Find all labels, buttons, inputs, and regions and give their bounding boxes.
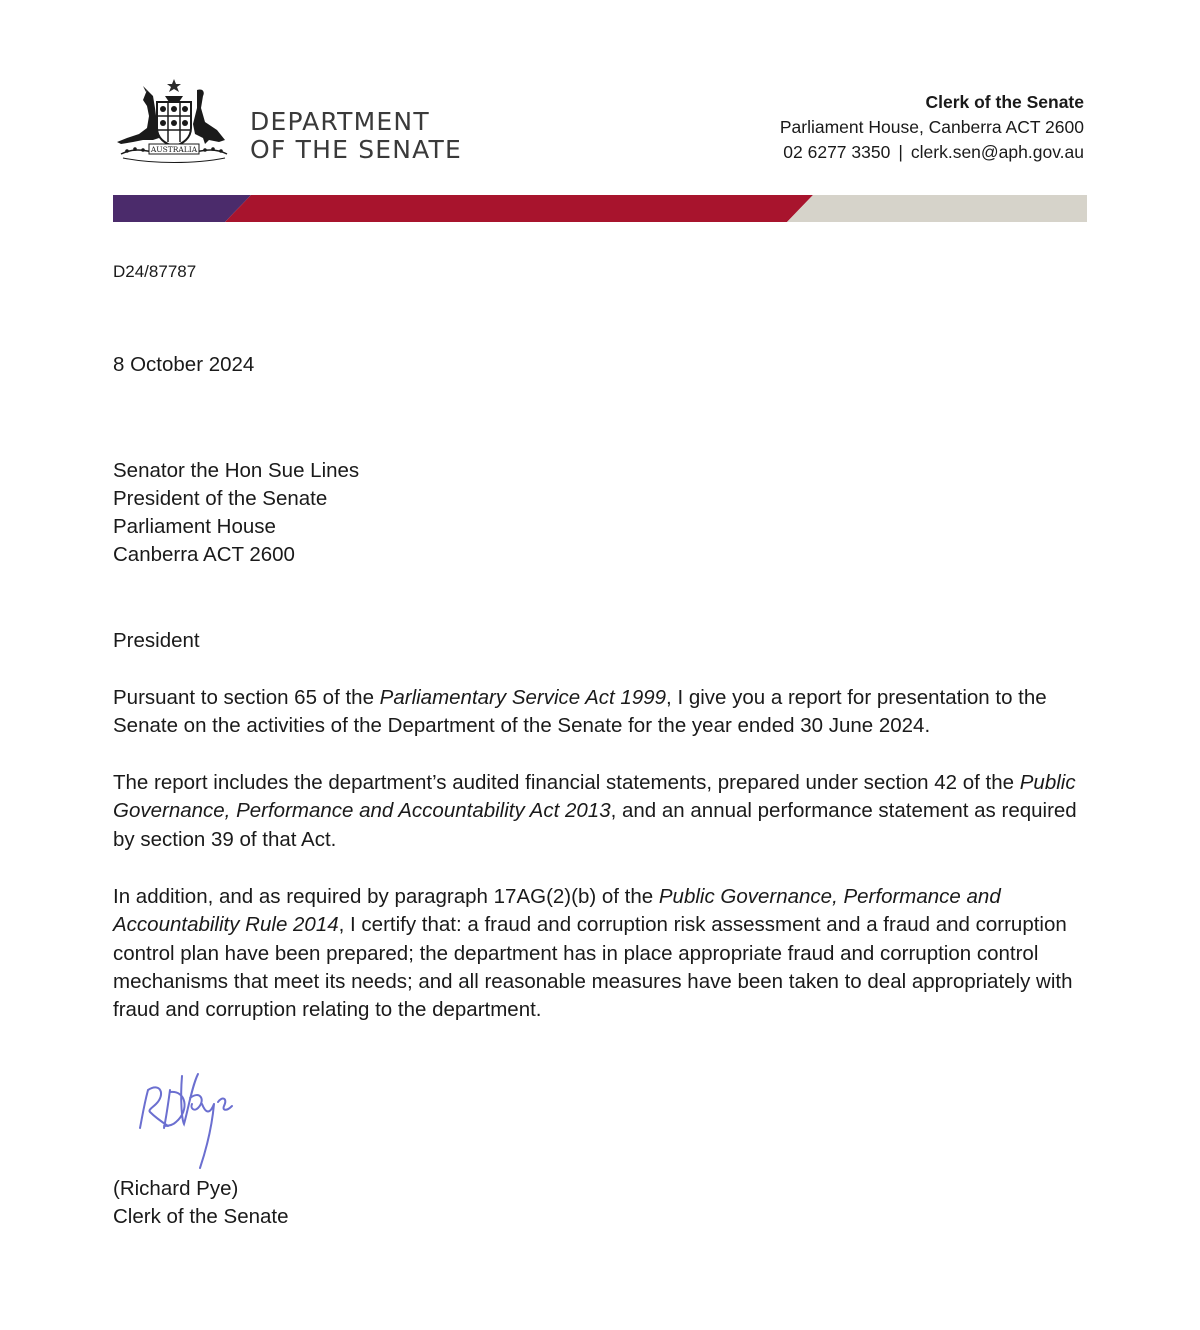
sender-title: Clerk of the Senate bbox=[925, 92, 1084, 112]
document-reference: D24/87787 bbox=[113, 262, 197, 281]
crest-scroll-text: AUSTRALIA bbox=[150, 145, 198, 154]
rule-title: Public Governance, Performance and Accountability Rule 2014 bbox=[113, 885, 1001, 937]
contact-separator: | bbox=[898, 142, 903, 162]
recipient-line-3: Parliament House bbox=[113, 515, 276, 538]
sender-phone: 02 6277 3350 bbox=[783, 142, 891, 162]
department-name-line2: OF THE SENATE bbox=[250, 135, 463, 164]
handwritten-signature bbox=[130, 1060, 240, 1172]
department-name-line1: DEPARTMENT bbox=[250, 107, 430, 136]
act-title: Parliamentary Service Act 1999 bbox=[379, 686, 667, 709]
sender-email: clerk.sen@aph.gov.au bbox=[910, 142, 1084, 162]
signatory-title: Clerk of the Senate bbox=[113, 1205, 289, 1228]
act-title: Public Governance, Performance and Accountability Act 2013 bbox=[113, 771, 1076, 823]
signatory-name: (Richard Pye) bbox=[113, 1177, 239, 1200]
paragraph-3: In addition, and as required by paragraph 17AG(2)(b) of the Public Governance, Performance and Accountability Rule 2014, I certify that: a fraud and corruption risk assessment and a fraud and corruption control plan have been prepared; the department has in place appropriate fraud and corruption control mechanisms that meet its needs; and all reasonable measures have been taken to deal appropriately with fraud and corruption relating to the department. bbox=[113, 885, 1073, 1022]
letter-date: 8 October 2024 bbox=[113, 353, 255, 376]
letterhead-colour-band bbox=[113, 195, 1087, 222]
sender-contact bbox=[783, 142, 1084, 163]
recipient-line-2: President of the Senate bbox=[113, 487, 328, 510]
band-grey bbox=[787, 195, 1087, 222]
salutation: President bbox=[113, 629, 200, 652]
band-red bbox=[225, 195, 813, 222]
coat-of-arms-logo bbox=[113, 78, 235, 168]
recipient-line-4: Canberra ACT 2600 bbox=[113, 543, 295, 566]
sender-address: Parliament House, Canberra ACT 2600 bbox=[779, 117, 1084, 137]
paragraph-2: The report includes the department’s audited financial statements, prepared under section 42 of the Public Governance, Performance and Accountability Act 2013, and an annual performance statement as required by section 39 of that Act. bbox=[113, 771, 1077, 851]
paragraph-1: Pursuant to section 65 of the Parliamentary Service Act 1999, I give you a report for presentation to the Senate on the activities of the Department of the Senate for the year ended 30 June 2024. bbox=[113, 686, 1047, 738]
recipient-line-1: Senator the Hon Sue Lines bbox=[113, 459, 360, 482]
